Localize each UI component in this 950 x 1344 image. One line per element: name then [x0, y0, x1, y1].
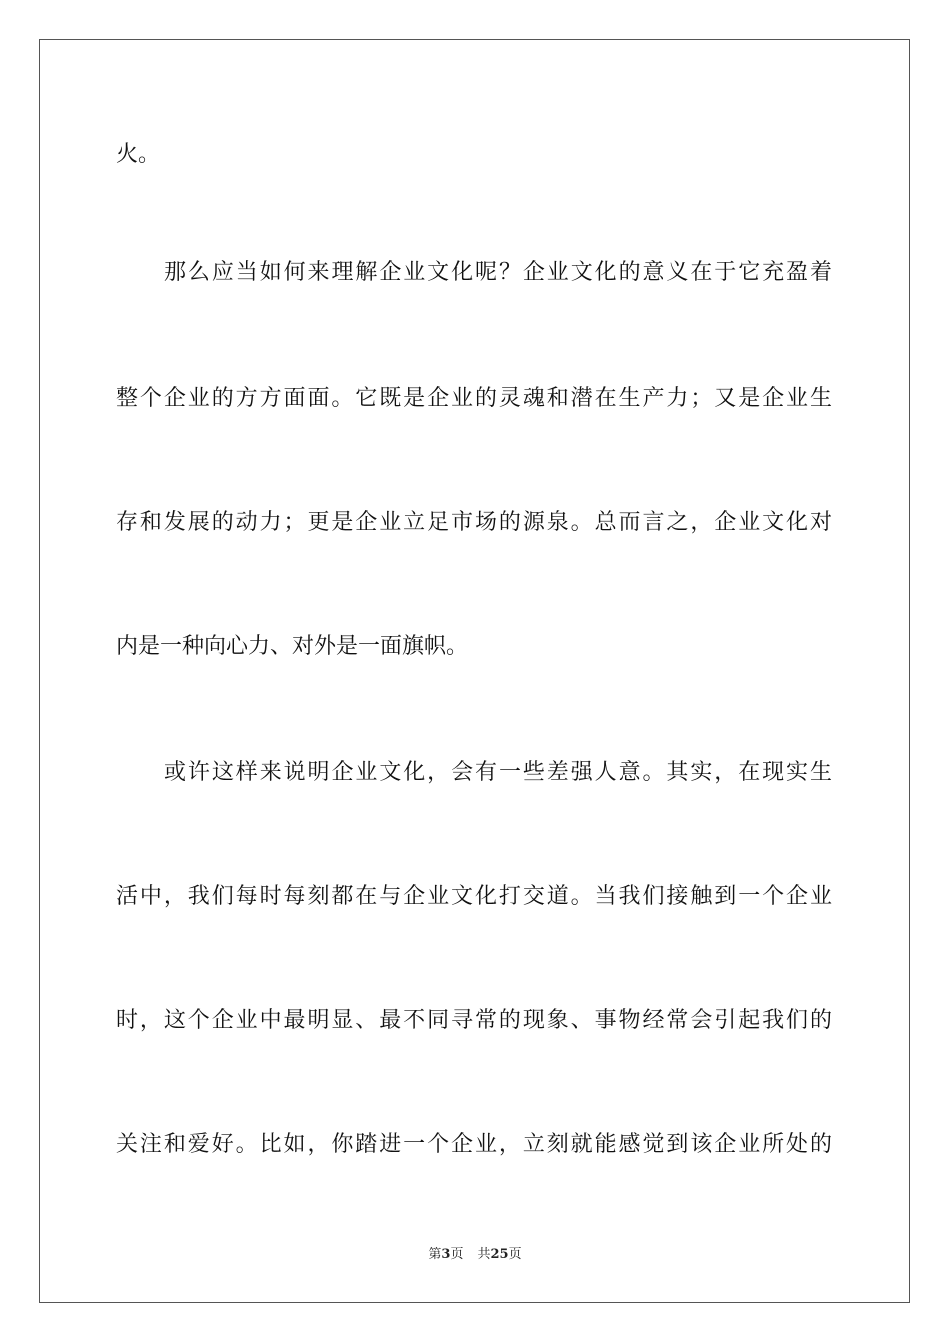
- text-line-3: 整个企业的方方面面。它既是企业的灵魂和潜在生产力；又是企业生: [116, 386, 832, 411]
- text-line-2: 那么应当如何来理解企业文化呢？企业文化的意义在于它充盈着: [164, 260, 832, 285]
- text-line-9: 关注和爱好。比如，你踏进一个企业，立刻就能感觉到该企业所处的: [116, 1132, 832, 1157]
- page-footer: [0, 1246, 950, 1264]
- footer-total-suffix: 页: [508, 1247, 522, 1262]
- footer-page-number: 3: [441, 1247, 451, 1262]
- text-line-5: 内是一种向心力、对外是一面旗帜。: [116, 634, 469, 659]
- footer-total-number: 25: [490, 1247, 509, 1262]
- text-line-1: 火。: [116, 142, 161, 167]
- page-frame: [39, 39, 910, 1303]
- text-line-8: 时，这个企业中最明显、最不同寻常的现象、事物经常会引起我们的: [116, 1008, 832, 1033]
- footer-page-suffix: 页: [450, 1247, 464, 1262]
- text-line-4: 存和发展的动力；更是企业立足市场的源泉。总而言之，企业文化对: [116, 510, 832, 535]
- text-line-7: 活中，我们每时每刻都在与企业文化打交道。当我们接触到一个企业: [116, 884, 832, 909]
- text-line-6: 或许这样来说明企业文化，会有一些差强人意。其实，在现实生: [164, 760, 832, 785]
- footer-page-prefix: 第: [428, 1247, 442, 1262]
- footer-total-prefix: 共: [477, 1247, 491, 1262]
